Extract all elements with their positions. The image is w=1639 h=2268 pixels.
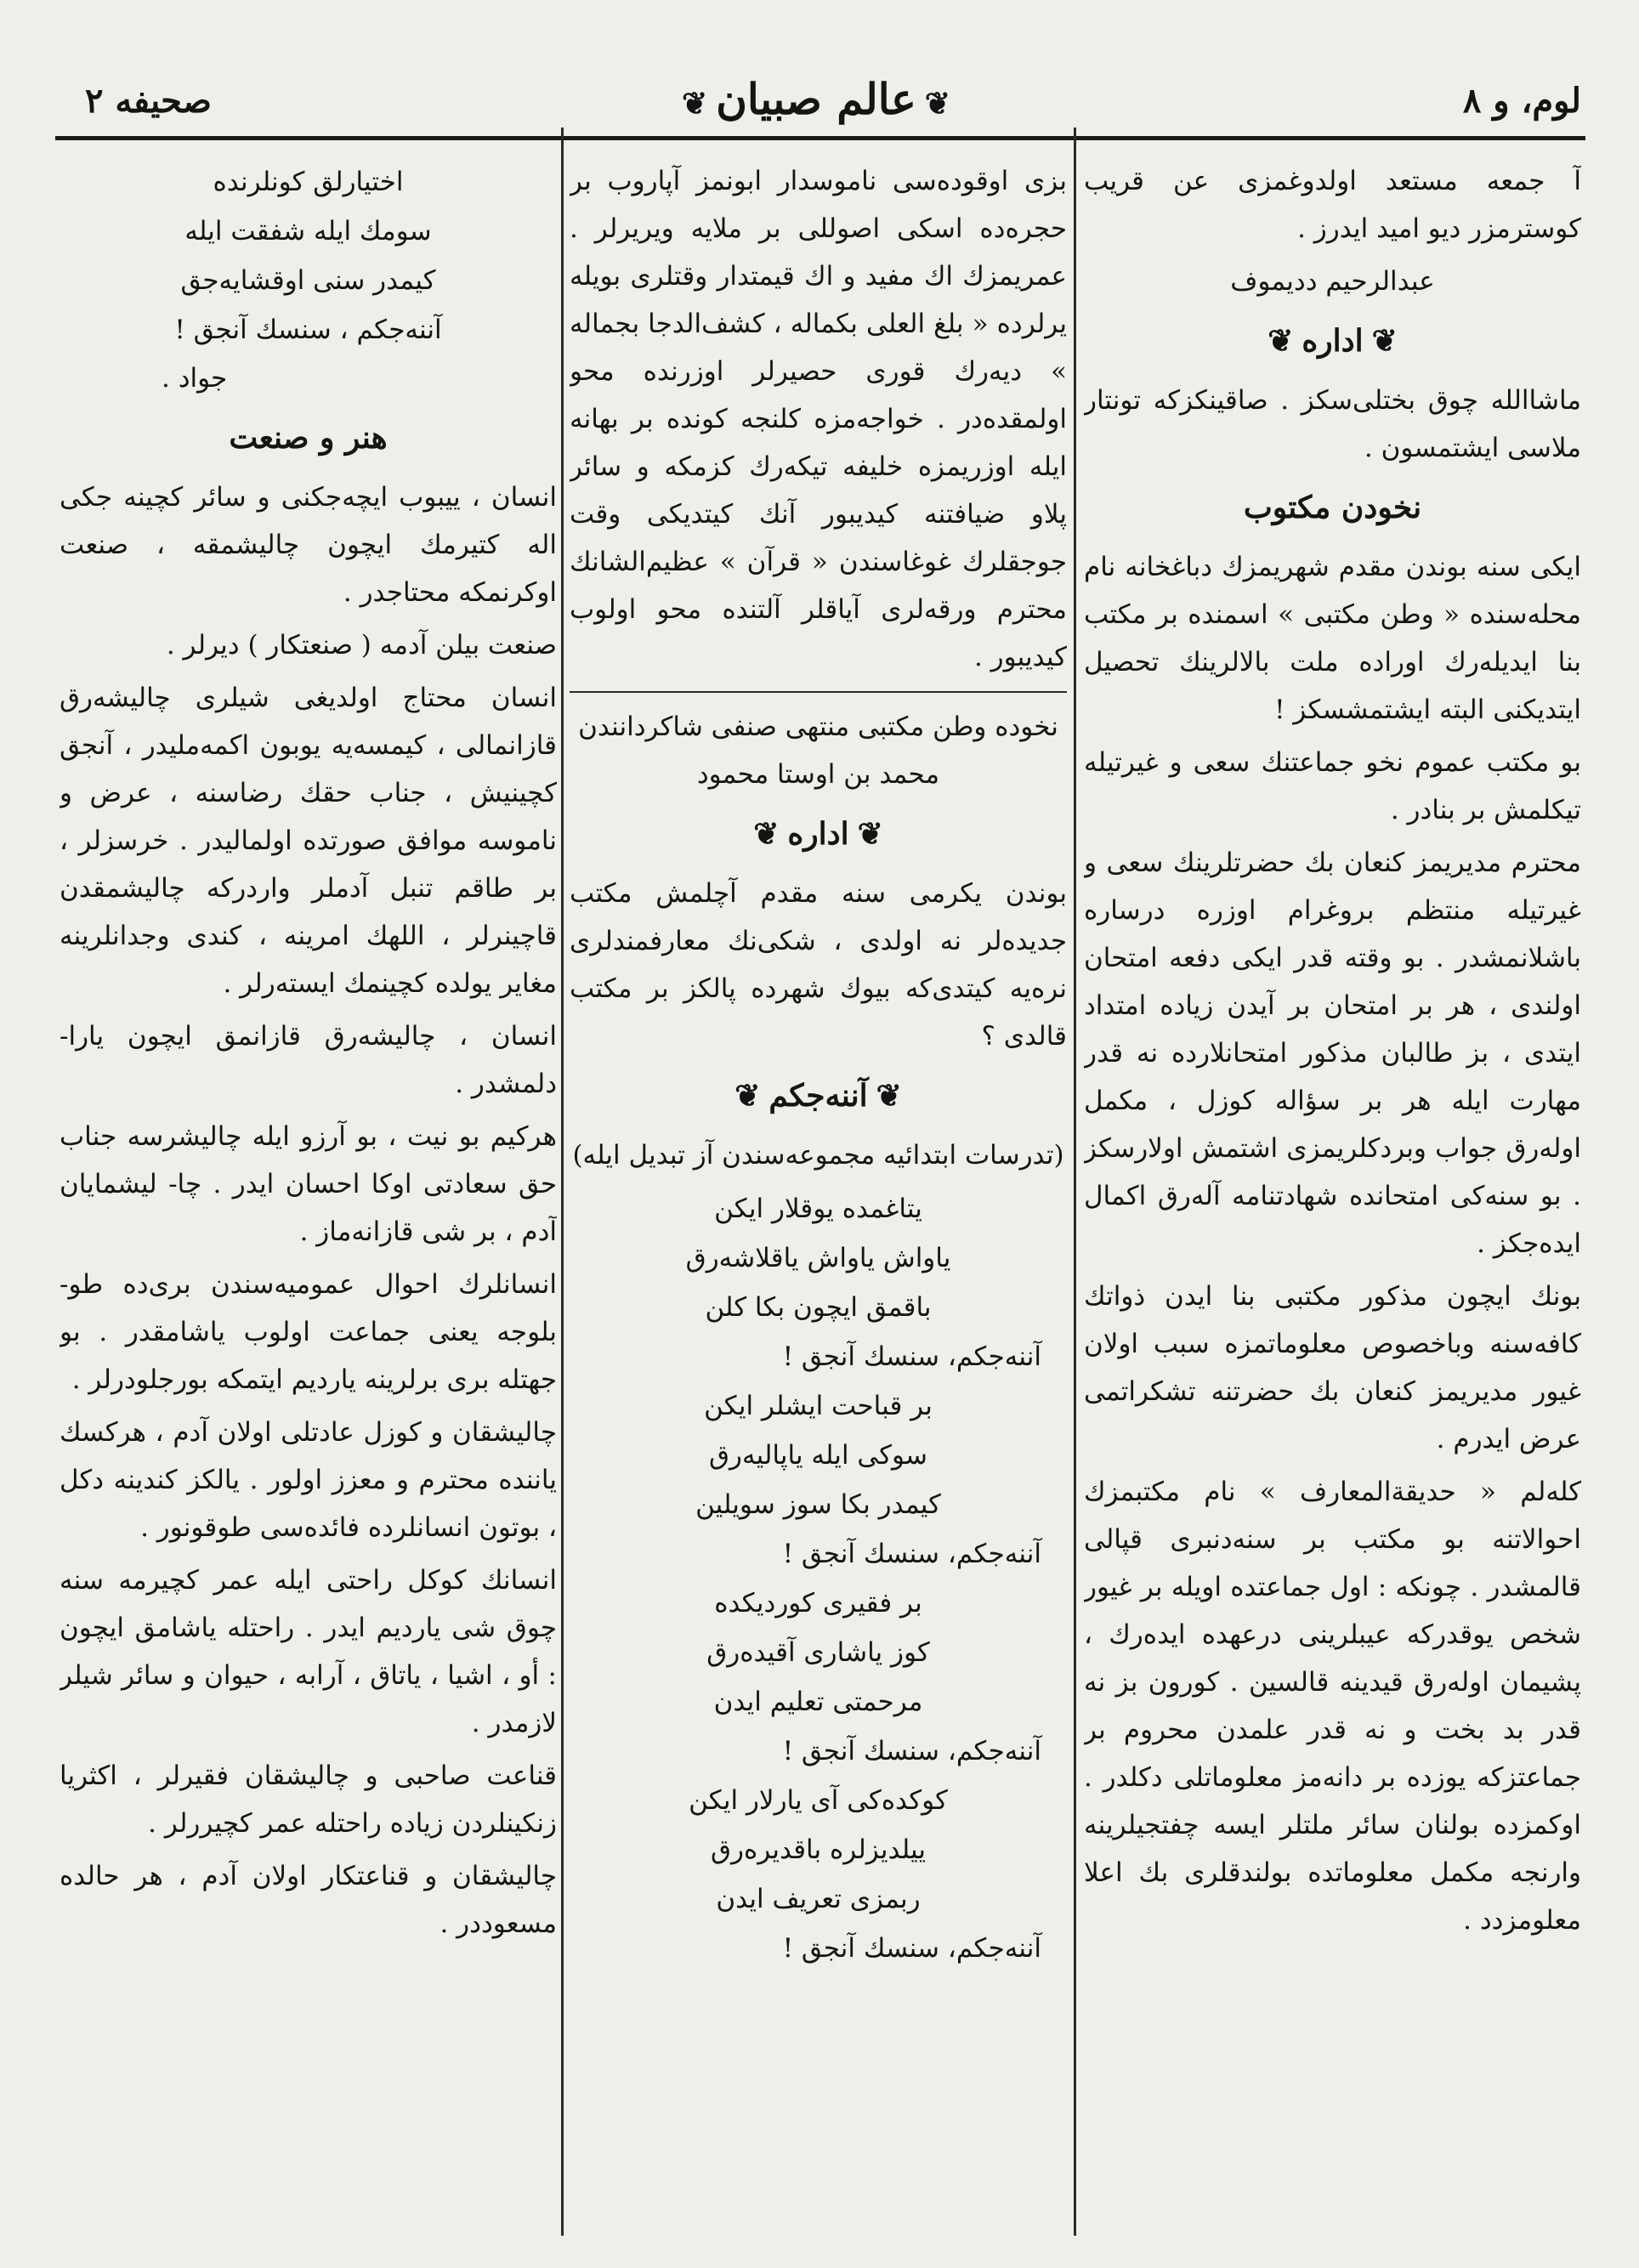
poem-refrain: آننه‌جکم، سنسك آنجق ! xyxy=(782,1933,1041,1964)
poem-line: بر قباحت ایشلر ایکن xyxy=(704,1391,933,1421)
ornament-icon: ❦ xyxy=(1268,323,1294,359)
page-header xyxy=(51,74,1581,132)
intro-signature: عبدالرحیم ددیموف xyxy=(1230,266,1435,297)
article-paragraph: انسانك کوکل راحتی ایله عمر کچیرمه سنه چوق شی یاردیم ایدر . راحتله یاشامق ایچون : أو ، اشیا ، یاتاق ، آرابه ، حیوان و سائر شیلر لازمدر . xyxy=(60,1565,557,1738)
poem-refrain: آننه‌جکم، سنسك آنجق ! xyxy=(782,1539,1041,1569)
poem-line: ربمزی تعریف ایدن xyxy=(716,1884,921,1914)
article-paragraph: انسان محتاج اولدیغی شیلری چالیشه‌رق قازانمالی ، کیمسه‌یه یوبون اکمه‌ملیدر ، آنجق کچینیش ، جناب حقك رضاسنه ، عرض و ناموسه موافق صورتده اولمالیدر . خرسزلر ، بر طاقم تنبل آدملر واردرکه چالیشمقدن قاچینرلر ، اللهك امرینه ، کندی وجدانلرینه مغایر یولده کچینمك ایسته‌رلر . xyxy=(60,683,557,999)
poem-line: سوکی ایله یاپالیه‌رق xyxy=(708,1440,927,1471)
poem-refrain: آننه‌جکم، سنسك آنجق ! xyxy=(782,1341,1041,1372)
article-heading: هنر و صنعت xyxy=(229,420,388,456)
letter-paragraph: کله‌لم « حدیقة‌المعارف » نام مکتبمزك احوالاتنه بو مکتب بر سنه‌دنبری قپالی قالمشدر . چونکه : اول جماعتده اویله بر غیور شخص یوقدرکه عیبلرینی درعهده ایده‌رك ، پشیمان اوله‌رق قیدینه قالسین . کورون بز نه قدر بد بخت و نه قدر علمدن محروم بر جماعتزکه یوزده بر دانه‌مز معلوماتلی دکلدر . اوکمزده بولنان سائر ملتلر ایسه چفتجیلرینه وارنجه مکمل معلوماتده بولندقلری بك اعلا معلومزدد . xyxy=(1084,1477,1581,1936)
ornament-icon: ❦ xyxy=(734,1078,761,1114)
poem-subtitle: (تدرسات ابتدائیه مجموعه‌سندن آز تبدیل ایله) xyxy=(572,1140,1064,1171)
article-paragraph: انسانلرك احوال عمومیه‌سندن بری‌ده طو- بلوجه یعنی جماعت اولوب یاشامقدر . بو جهتله بری برلرینه یاردیم ایتمکه بورجلودرلر . xyxy=(60,1269,557,1395)
column-left xyxy=(60,157,557,2231)
poem-line: اختیارلق کونلرنده xyxy=(213,167,404,197)
idare-text: بوندن یکرمی سنه مقدم آچلمش مکتب جدیده‌لر نه اولدی ، شکی‌نك معارفمندلری نره‌یه کیتدی‌که بیوك شهرده پالکز بر مکتب قالدی ؟ xyxy=(570,878,1067,1052)
poem xyxy=(570,1184,1067,1973)
letter-paragraph: محترم مدیریمز کنعان بك حضرتلرینك سعی و غیرتیله منتظم بروغرام اوزره درساره باشلانمشدر . بو وقته قدر ایکی دفعه امتحان اولندی ، هر بر امتحان بر آیدن زیاده امتداد ایتدی ، بز طالبان مذکور امتحانلارده نه قدر مهارت ایله هر بر سؤاله کوزل ، مکمل اوله‌رق جواب وبردکلریمزی اشتمش اولارسکز . بو سنه‌کی امتحانده شهادتنامه آله‌رق اکمال ایده‌جکز . xyxy=(1084,848,1581,1259)
column-rule xyxy=(561,128,564,2236)
intro-text: آ جمعه مستعد اولدوغمزی عن قریب کوسترمزر دیو امید ایدرز . xyxy=(1084,166,1581,244)
poem-signature: جواد . xyxy=(162,363,228,394)
poem-refrain: آننه‌جکم ، سنسك آنجق ! xyxy=(174,315,442,345)
column-rule xyxy=(1074,128,1076,2236)
poem-line: کیمدر سنی اوقشایه‌جق xyxy=(180,265,436,296)
poem-line: مرحمتی تعلیم ایدن xyxy=(713,1687,923,1717)
article-paragraph: انسان ، چالیشه‌رق قازانمق ایچون یارا- دلمشدر . xyxy=(60,1021,557,1099)
letter-heading: نخودن مکتوب xyxy=(1243,490,1422,525)
ornament-icon: ❦ xyxy=(857,816,883,852)
letter-continuation: بزی اوقوده‌سی ناموسدار ابونمز آپاروب بر حجره‌ده اسکی اصوللی بر ملایه ویریرلر . عمریمزك اك مفید و اك قیمتدار وقتلری بویله یرلرده « بلغ العلی بکماله ، کشف‌الدجا بجماله » دیه‌رك قوری حصیرلر اوزرنده محو اولمقده‌در . خواجه‌مزه کلنجه کوندە بر بهانه ایله اوزریمزه خلیفه تیکه‌رك کزمکه و سائر پلاو ضیافتنه کیدیبور آنك کیتدیکی وقت جوجقلرك غوغاسندن « قرآن » عظیم‌الشانك محترم ورقه‌لری آیاقلر آلتنده محو اولوب کیدیبور . xyxy=(570,166,1067,672)
article-paragraph: چالیشقان و کوزل عادتلی اولان آدم ، هرکسك یاننده محترم و معزز اولور . یالکز کندینه دکل ، بوتون انسانلرده فائده‌سی طوقونور . xyxy=(60,1417,557,1543)
poem-refrain: آننه‌جکم، سنسك آنجق ! xyxy=(782,1736,1041,1766)
issue-number: لوم، و ۸ xyxy=(1462,81,1581,121)
ornament-icon: ❦ xyxy=(753,816,780,852)
header-rule xyxy=(55,136,1585,140)
ornament-icon: ❦ xyxy=(1371,323,1398,359)
article-paragraph: هرکیم بو نیت ، بو آرزو ایله چالیشرسه جناب حق سعادتی اوکا احسان ایدر . چا- لیشمایان آدم ، بر شی قازانه‌ماز . xyxy=(60,1121,557,1247)
column-right xyxy=(1084,157,1581,2231)
column-middle xyxy=(570,157,1067,2231)
poem-line: بر فقیری کوردیکده xyxy=(714,1588,922,1619)
poem-title: ❦آننه‌جکم❦ xyxy=(570,1072,1067,1120)
poem-line: سومك ایله شفقت ایله xyxy=(184,216,432,247)
poem-end xyxy=(60,157,557,354)
poem-line: ییلدیزلره باقدیره‌رق xyxy=(710,1834,927,1865)
page-number: صحيفه ٢ xyxy=(85,81,212,121)
poem-line: باقمق ایچون بکا کلن xyxy=(705,1292,932,1323)
article-paragraph: قناعت صاحبی و چالیشقان فقیرلر ، اکثریا زنکینلردن زیاده راحتله عمر کچیررلر . xyxy=(60,1761,557,1839)
poem-line: یتاغمده یوقلار ایکن xyxy=(714,1194,922,1224)
ornament-icon: ❦ xyxy=(682,86,708,122)
letter-signature: نخوده وطن مکتبی منتهی صنفی شاکردانندن محمد بن اوستا محمود xyxy=(578,712,1058,790)
letter-paragraph: بونك ایچون مذکور مکتبی بنا ایدن ذواتك کافه‌سنه وباخصوص معلوماتمزه سبب اولان غیور مدیریمز کنعان بك حضرتنه تشکراتمی عرض ایدرم . xyxy=(1084,1281,1581,1454)
letter-paragraph: ایکی سنه بوندن مقدم شهریمزك دباغخانه نام محله‌سنده « وطن مکتبی » اسمنده بر مکتب بنا ایدیله‌رك اوراده ملت بالالرینك تحصیل ایتدیکنی البته ایشتمشسکز ! xyxy=(1084,552,1581,725)
poem-line: یاواش یاواش یاقلاشه‌رق xyxy=(685,1243,951,1273)
section-divider xyxy=(570,691,1067,693)
letter-paragraph: بو مکتب عموم نخو جماعتنك سعی و غیرتیله تیکلمش بر بنادر . xyxy=(1084,747,1581,825)
poem-line: کوز یاشاری آقیده‌رق xyxy=(706,1637,930,1668)
poem-line: کیمدر بکا سوز سویلین xyxy=(695,1489,941,1520)
masthead-title: عالم صبيان xyxy=(716,74,916,124)
idare-heading: ❦اداره❦ xyxy=(570,810,1067,858)
masthead xyxy=(51,74,1581,124)
article-paragraph: صنعت بیلن آدمه ( صنعتکار ) دیرلر . xyxy=(166,630,557,661)
ornament-icon: ❦ xyxy=(876,1078,902,1114)
poem-line: کوکده‌کی آی یارلار ایکن xyxy=(689,1785,948,1816)
ornament-icon: ❦ xyxy=(924,86,950,122)
article-paragraph: انسان ، ییبوب ایچه‌جکنی و سائر کچینه جکی اله کتیرمك ایچون چالیشمقه ، صنعت اوکرنمکه محتاجدر . xyxy=(60,482,557,608)
idare-text: ماشاالله چوق بختلی‌سکز . صاقینکزکه تونتار ملاسی ایشتمسون . xyxy=(1084,385,1581,463)
article-paragraph: چالیشقان و قناعتکار اولان آدم ، هر حالده مسعوددر . xyxy=(60,1861,557,1939)
idare-heading: ❦اداره❦ xyxy=(1084,317,1581,365)
